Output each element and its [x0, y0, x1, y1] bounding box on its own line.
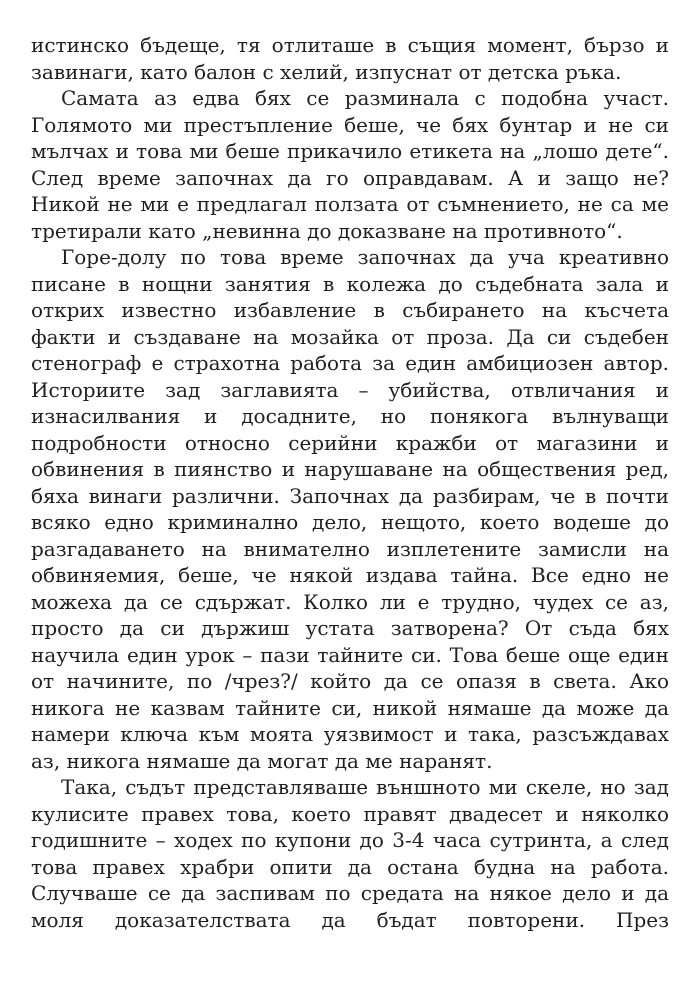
paragraph-3: Горе-долу по това време започнах да уча креативно писане в нощни занятия в колежа до съдебната зала и открих известно избавление в събирането на късчета факти и създаване на мозайка от проза. Да си съдебен стенограф е страхотна работа за един амбициозен автор. Историите зад заглавията – убийства, отвличания и изнасилвания и досадните, но понякога вълнуващи подробности относно серийни кражби от магазини и обвинения в пиянство и нарушаване на обществения ред, бяха винаги различни. Започнах да разбирам, че в почти всяко едно криминално дело, нещото, което водеше до разгадаването на внимателно изплетените замисли на обвиняемия, беше, че някой издава тайна. Все едно не можеха да се сдържат. Колко ли е трудно, чудех се аз, просто да си държиш устата затворена? От съда бях научила един урок – пази тайните си. Това беше още един от начините, по /чрез?/ който да се опазя в света. Ако никога не казвам тайните си, никой нямаше да може да намери ключа към моята уязвимост и така, разсъждавах аз, никога нямаше да могат да ме наранят.: [31, 245, 669, 773]
paragraph-4: Така, съдът представляваше външното ми скеле, но зад кулисите правех това, което правят двадесет и няколко годишните – ходех по купони до 3-4 часа сутринта, а след това правех храбри опити да остана будна на работа. Случваше се да заспивам по средата на някое дело и да моля доказателствата да бъдат повторени. През: [31, 775, 669, 932]
paragraph-1: истинско бъдеще, тя отлиташе в същия момент, бързо и завинаги, като балон с хелий, изпуснат от детска ръка.: [31, 33, 669, 84]
paragraph-2: Самата аз едва бях се разминала с подобна участ. Голямото ми престъпление беше, че бях бунтар и не си мълчах и това ми беше прикачило етикета на „лошо дете“. След време започнах да го оправдавам. А и защо не? Никой не ми е предлагал ползата от съмнението, не са ме третирали като „невинна до доказване на противното“.: [31, 86, 669, 243]
